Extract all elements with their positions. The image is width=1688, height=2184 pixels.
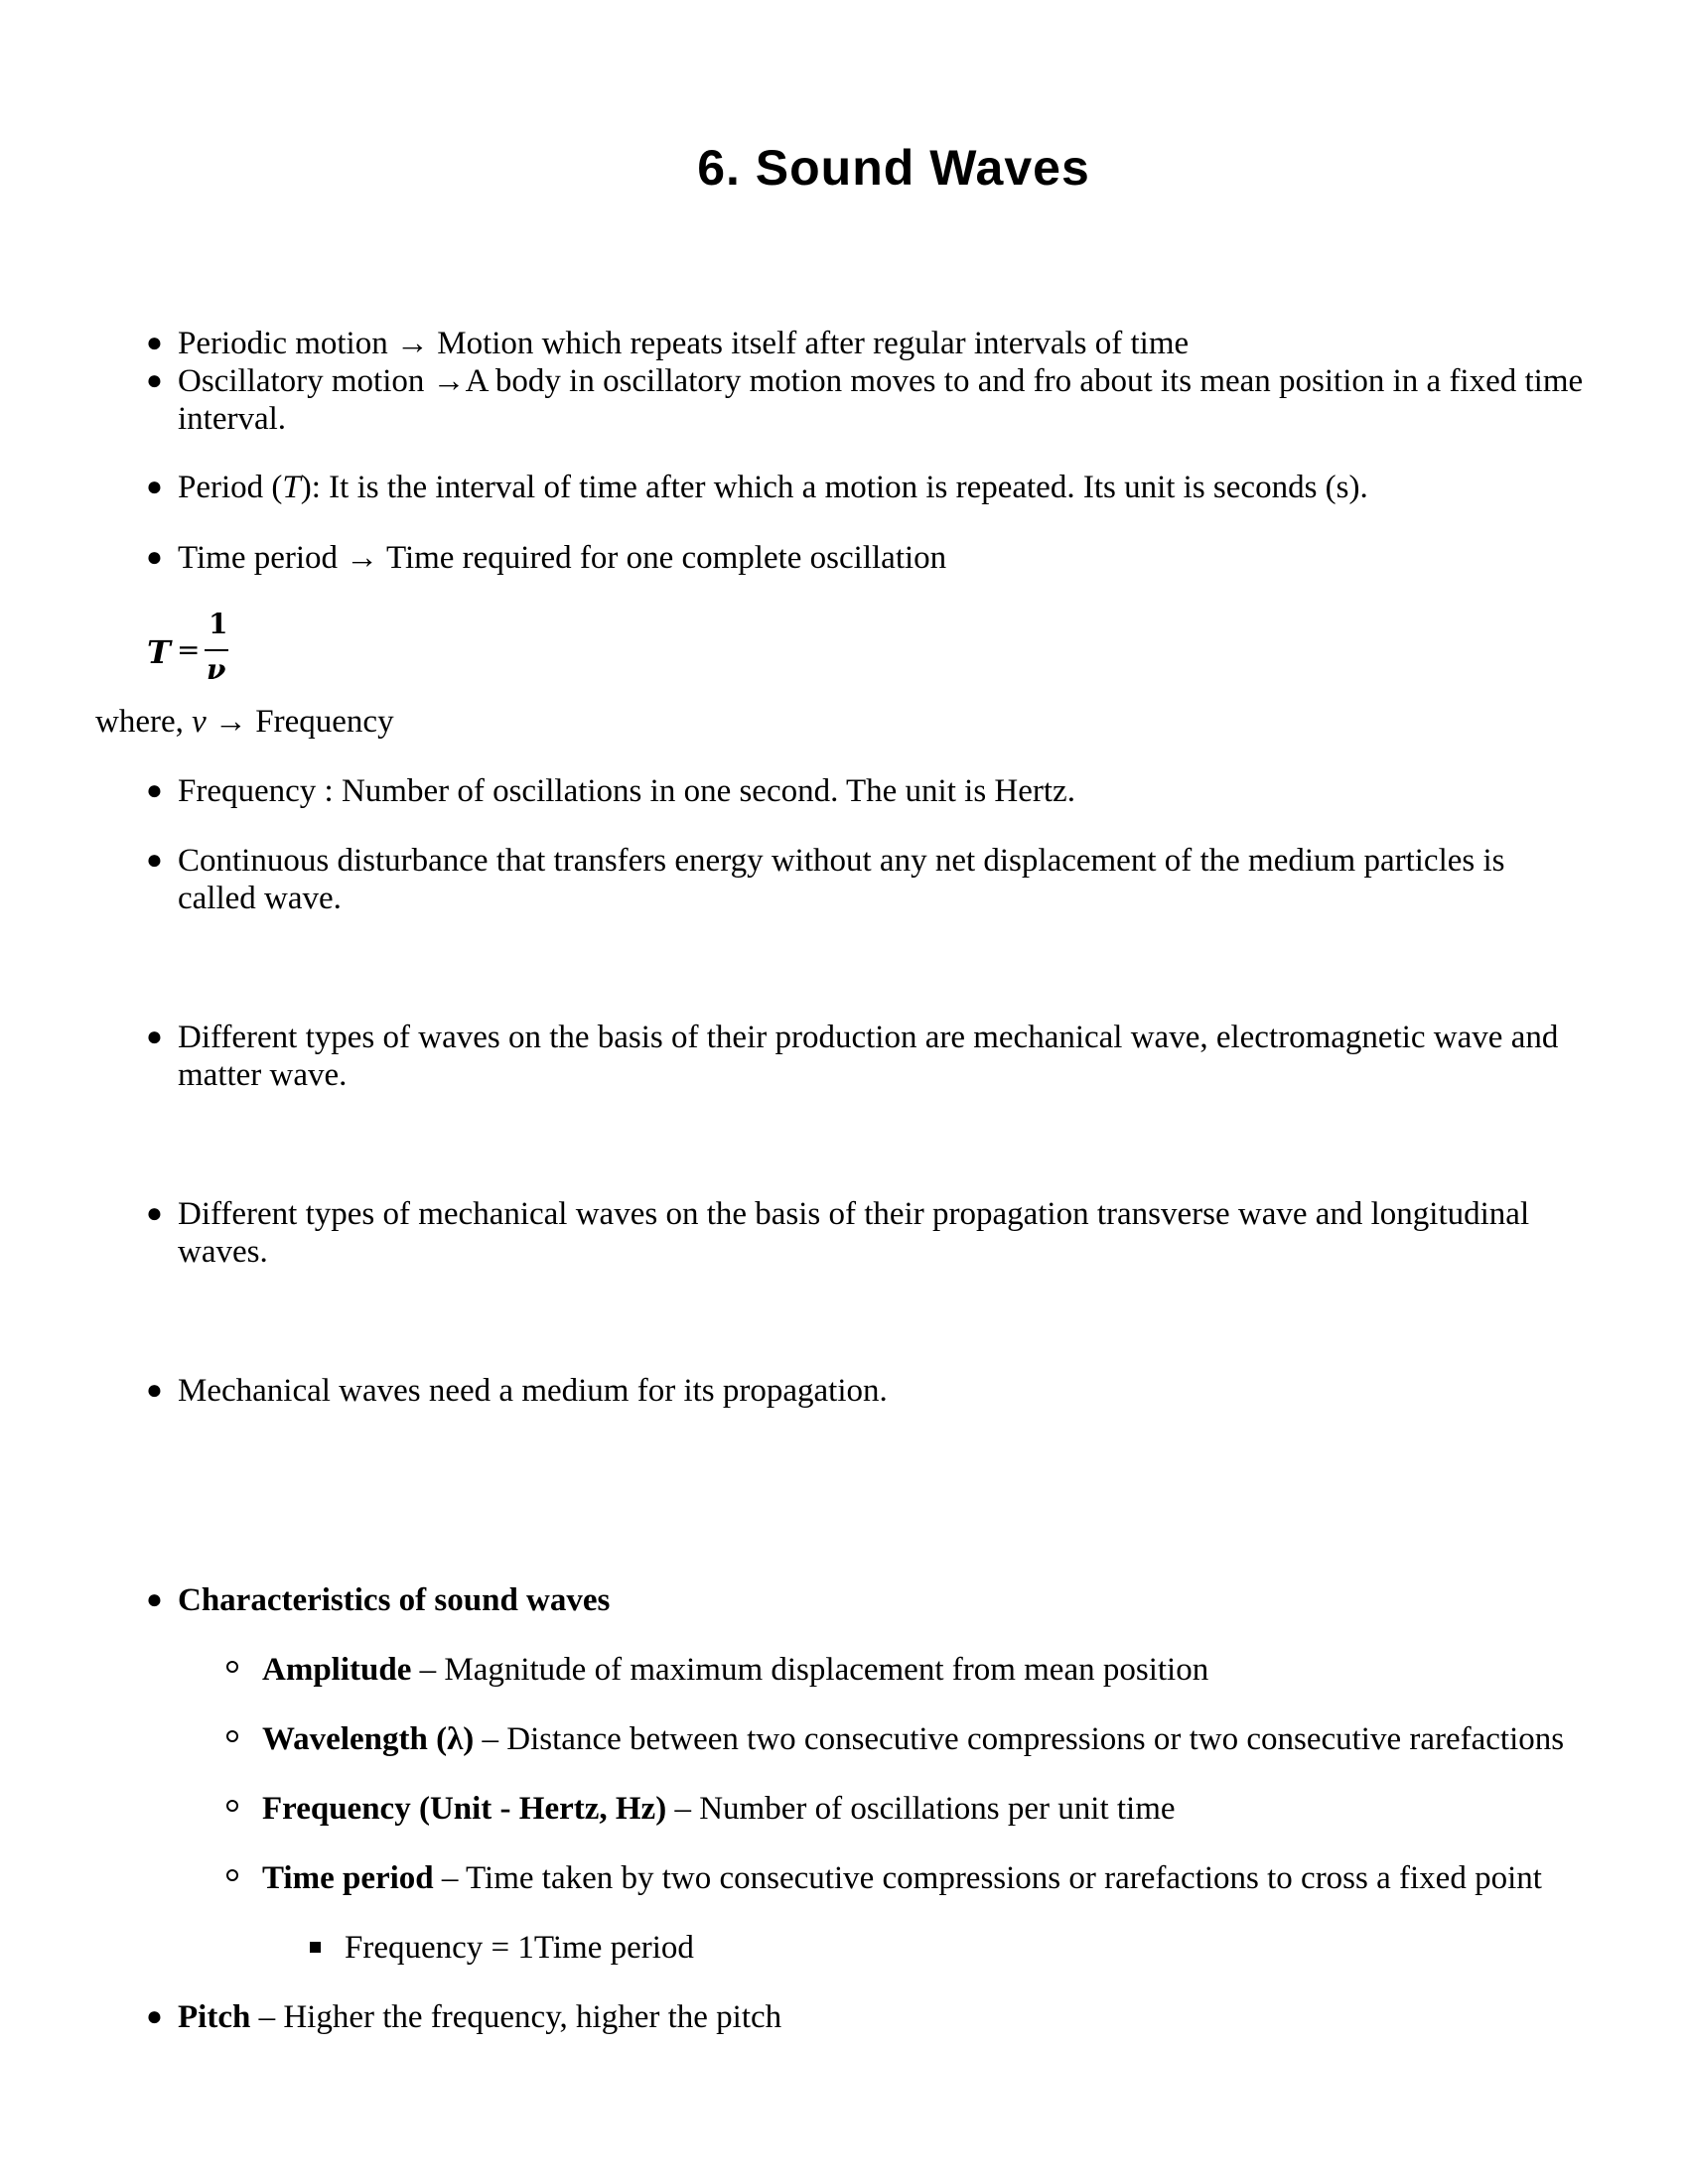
- term-description: – Higher the frequency, higher the pitch: [250, 1999, 782, 2035]
- item-text-rest: ): It is the interval of time after which a motion is repeated. Its unit is seconds (s).: [300, 470, 1368, 505]
- list-item: [262, 1790, 1593, 1828]
- hollow-bullet-icon: [226, 1730, 238, 1742]
- list-item: [146, 539, 1588, 577]
- term-description: – Time taken by two consecutive compressions or rarefactions to cross a fixed point: [433, 1860, 1542, 1896]
- bullet-icon: ●: [146, 542, 163, 573]
- list-item: [262, 1651, 1593, 1689]
- list-item: [262, 1859, 1593, 1897]
- where-suffix: → Frequency: [206, 704, 394, 740]
- list-item: [146, 1372, 1588, 1410]
- list-item: [146, 1019, 1588, 1094]
- item-text: Different types of mechanical waves on the basis of their propagation transverse wave and longitudinal waves.: [178, 1196, 1530, 1270]
- bullet-icon: ●: [146, 472, 163, 502]
- formula-numerator: 1: [209, 608, 228, 640]
- bullet-icon: ●: [146, 1198, 163, 1229]
- hollow-bullet-icon: [226, 1800, 238, 1812]
- list-item: [146, 469, 1588, 506]
- item-text: Frequency : Number of oscillations in one second. The unit is Hertz.: [178, 773, 1075, 809]
- list-item: [345, 1929, 1586, 1967]
- term-description: – Magnitude of maximum displacement from mean position: [411, 1652, 1209, 1688]
- page-title: 6. Sound Waves: [697, 140, 1090, 196]
- bullet-icon: ●: [146, 775, 163, 806]
- item-text: Periodic motion → Motion which repeats itself after regular intervals of time: [178, 326, 1190, 361]
- item-text: Continuous disturbance that transfers energy without any net displacement of the medium particles is called wave.: [178, 843, 1505, 916]
- list-item: [146, 362, 1588, 438]
- bullet-icon: ●: [146, 845, 163, 876]
- item-text: Oscillatory motion →A body in oscillatory motion moves to and fro about its mean position in a fixed time interval.: [178, 363, 1584, 437]
- bullet-icon: ●: [146, 328, 163, 358]
- item-text: Time period → Time required for one complete oscillation: [178, 540, 947, 576]
- frequency-symbol: v: [192, 704, 207, 740]
- list-item: [146, 1581, 1588, 1619]
- term: Frequency (Unit - Hertz, Hz): [262, 1791, 667, 1827]
- list-item: [146, 325, 1588, 362]
- item-text: Period (: [178, 470, 283, 505]
- section-heading: Characteristics of sound waves: [178, 1582, 611, 1618]
- list-item: [146, 772, 1588, 810]
- formula-lhs: T: [147, 633, 171, 671]
- term: Time period: [262, 1860, 434, 1896]
- list-item: [146, 1998, 1588, 2036]
- bullet-icon: ●: [146, 365, 163, 396]
- where-prefix: where,: [95, 704, 193, 740]
- list-item: [146, 842, 1588, 917]
- formula-note: [95, 703, 394, 741]
- bullet-icon: ●: [146, 1022, 163, 1052]
- term: Amplitude: [262, 1652, 412, 1688]
- period-symbol: T: [282, 470, 301, 505]
- list-item: [262, 1720, 1593, 1758]
- item-text: Mechanical waves need a medium for its propagation.: [178, 1373, 888, 1409]
- term: Wavelength (λ): [262, 1721, 475, 1757]
- list-item: [146, 1195, 1588, 1271]
- item-text: Frequency = 1Time period: [345, 1930, 694, 1966]
- square-bullet-icon: [310, 1942, 321, 1953]
- bullet-icon: ●: [146, 1584, 163, 1615]
- hollow-bullet-icon: [226, 1661, 238, 1673]
- bullet-icon: ●: [146, 1375, 163, 1406]
- bullet-icon: ●: [146, 2001, 163, 2032]
- term: Pitch: [178, 1999, 251, 2035]
- term-description: – Number of oscillations per unit time: [666, 1791, 1176, 1827]
- formula-equals: =: [177, 633, 201, 666]
- formula-denominator: ν: [207, 653, 226, 686]
- hollow-bullet-icon: [226, 1869, 238, 1881]
- fraction-bar: [205, 649, 228, 651]
- item-text: Different types of waves on the basis of their production are mechanical wave, electromagnetic wave and matter wave.: [178, 1020, 1559, 1093]
- term-description: – Distance between two consecutive compressions or two consecutive rarefactions: [474, 1721, 1565, 1757]
